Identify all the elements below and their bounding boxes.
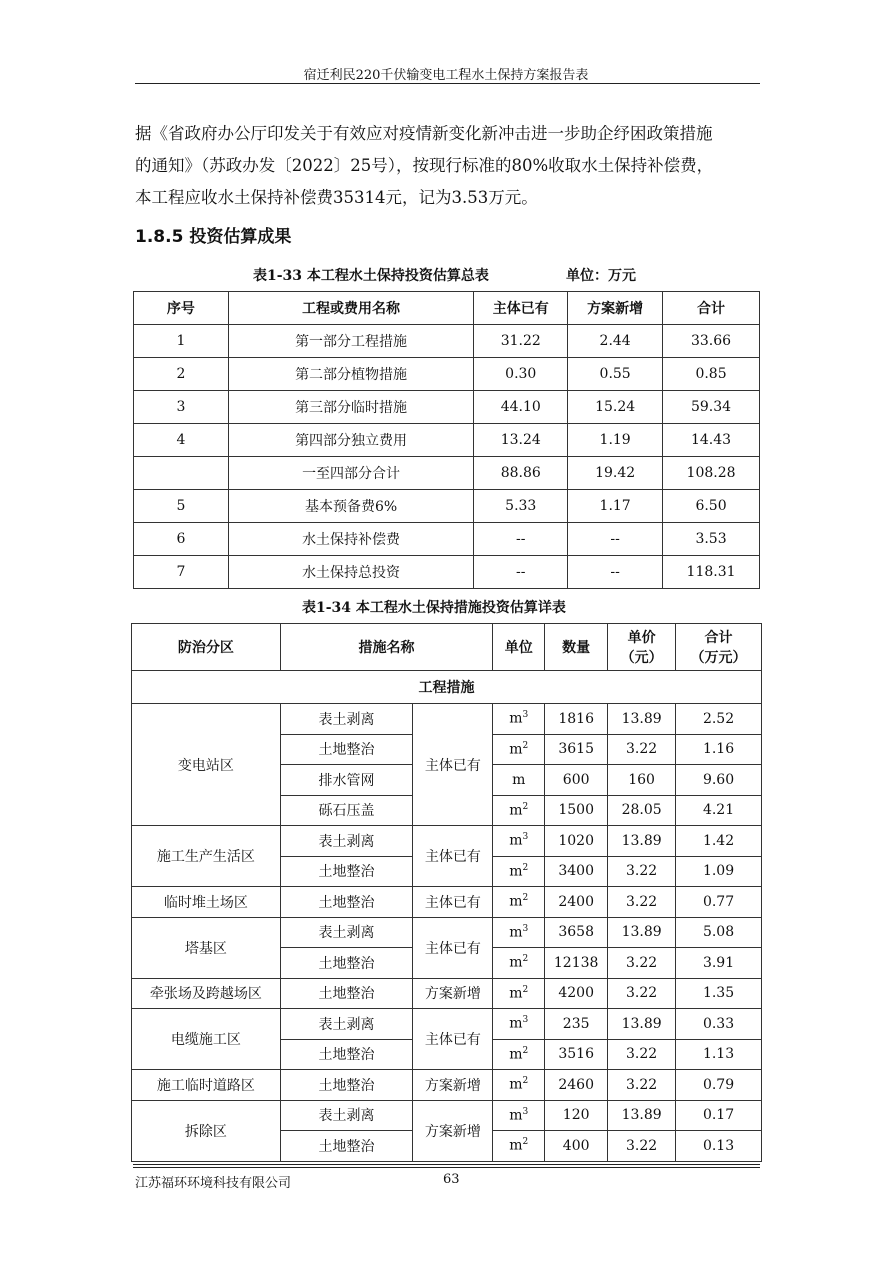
table-row: [132, 704, 762, 735]
table-cell: 5.33: [474, 490, 568, 523]
table-cell: 88.86: [474, 457, 568, 490]
table-cell: --: [568, 523, 663, 556]
table-cell: 2: [134, 358, 229, 391]
quantity-cell: 235: [545, 1009, 608, 1040]
unit-text: m: [509, 894, 523, 911]
table2-caption: 表1-34 本工程水土保持措施投资估算详表: [302, 600, 566, 616]
table-cell: 4: [134, 424, 229, 457]
total-cell: 1.35: [676, 978, 762, 1009]
measure-name-cell: 砾石压盖: [280, 795, 413, 826]
zone-cell: 变电站区: [132, 704, 281, 826]
zone-cell: 牵张场及跨越场区: [132, 978, 281, 1009]
table-cell: [134, 457, 229, 490]
table-cell: 59.34: [663, 391, 760, 424]
total-cell: 4.21: [676, 795, 762, 826]
unit-text: m: [509, 711, 523, 728]
header-line: 单价: [627, 630, 656, 646]
table-cell: 0.55: [568, 358, 663, 391]
table-cell: 水土保持总投资: [228, 556, 474, 589]
zone-cell: 施工生产生活区: [132, 826, 281, 887]
quantity-cell: 400: [545, 1131, 608, 1162]
table-cell: 0.85: [663, 358, 760, 391]
table-cell: --: [474, 523, 568, 556]
unit-exponent: 2: [522, 1076, 529, 1087]
table-cell: 第一部分工程措施: [228, 325, 474, 358]
table-cell: 基本预备费6%: [228, 490, 474, 523]
total-cell: 0.77: [676, 887, 762, 918]
table-cell: 3.53: [663, 523, 760, 556]
paragraph-line: 据《省政府办公厅印发关于有效应对疫情新变化新冲击进一步助企纾困政策措施: [135, 124, 713, 143]
unit-text: m: [509, 924, 523, 941]
measure-name-cell: 表土剥离: [280, 1100, 413, 1131]
unit-price-cell: 3.22: [608, 1039, 676, 1070]
table-row: [132, 978, 762, 1009]
table-row: [132, 887, 762, 918]
measure-name-cell: 土地整治: [280, 1131, 413, 1162]
unit-price-cell: 3.22: [608, 948, 676, 979]
table-cell: 1.17: [568, 490, 663, 523]
section-row: 工程措施: [132, 671, 762, 704]
source-cell: 方案新增: [413, 1070, 493, 1101]
unit-text: m: [509, 1107, 523, 1124]
quantity-cell: 4200: [545, 978, 608, 1009]
table-row: [134, 490, 760, 523]
unit-text: m: [509, 955, 523, 972]
table-row: [134, 391, 760, 424]
paragraph-line: 的通知》（苏政办发〔2022〕25号），按现行标准的80%收取水土保持补偿费，: [135, 156, 714, 175]
header-cell: 单位: [493, 624, 545, 671]
unit-cell: [493, 826, 545, 857]
body-paragraph: [135, 118, 760, 214]
unit-cell: [493, 948, 545, 979]
measure-name-cell: 表土剥离: [280, 704, 413, 735]
zone-cell: 塔基区: [132, 917, 281, 978]
table-cell: 3: [134, 391, 229, 424]
quantity-cell: 1816: [545, 704, 608, 735]
footer-rule: [133, 1164, 760, 1165]
unit-cell: [493, 765, 545, 796]
unit-text: m: [509, 985, 523, 1002]
zone-cell: 电缆施工区: [132, 1009, 281, 1070]
measure-name-cell: 土地整治: [280, 1039, 413, 1070]
table-row: [132, 826, 762, 857]
unit-text: m: [509, 1016, 523, 1033]
unit-cell: [493, 917, 545, 948]
table-row: [132, 917, 762, 948]
header-cell: [608, 624, 676, 671]
quantity-cell: 1500: [545, 795, 608, 826]
table-cell: --: [474, 556, 568, 589]
table-row: [134, 358, 760, 391]
table-row: [134, 325, 760, 358]
total-cell: 3.91: [676, 948, 762, 979]
measure-name-cell: 土地整治: [280, 978, 413, 1009]
table-row: [134, 523, 760, 556]
unit-price-cell: 3.22: [608, 856, 676, 887]
measure-name-cell: 排水管网: [280, 765, 413, 796]
unit-price-cell: 3.22: [608, 1131, 676, 1162]
table-cell: 6.50: [663, 490, 760, 523]
investment-summary-table: [133, 291, 760, 589]
header-line: （元）: [620, 650, 663, 666]
unit-exponent: 2: [522, 893, 529, 904]
quantity-cell: 12138: [545, 948, 608, 979]
header-cell: 工程或费用名称: [228, 292, 474, 325]
unit-exponent: 2: [522, 954, 529, 965]
unit-exponent: 2: [522, 1045, 529, 1056]
table-cell: 0.30: [474, 358, 568, 391]
footer-company: 江苏福环环境科技有限公司: [135, 1176, 292, 1191]
table-cell: 13.24: [474, 424, 568, 457]
table-row: [132, 1100, 762, 1131]
table-cell: 15.24: [568, 391, 663, 424]
paragraph-line: 本工程应收水土保持补偿费35314元，记为3.53万元。: [135, 188, 538, 207]
unit-exponent: 2: [522, 801, 529, 812]
table-cell: 14.43: [663, 424, 760, 457]
table-cell: 6: [134, 523, 229, 556]
quantity-cell: 120: [545, 1100, 608, 1131]
unit-exponent: 3: [522, 1106, 529, 1117]
table-cell: 118.31: [663, 556, 760, 589]
table1-caption: 表1-33 本工程水土保持投资估算总表: [253, 268, 489, 284]
unit-exponent: 2: [522, 984, 529, 995]
zone-cell: 施工临时道路区: [132, 1070, 281, 1101]
page-number: 63: [443, 1172, 460, 1187]
unit-cell: [493, 1131, 545, 1162]
measure-name-cell: 表土剥离: [280, 1009, 413, 1040]
unit-exponent: 3: [522, 923, 529, 934]
quantity-cell: 2400: [545, 887, 608, 918]
unit-text: m: [509, 1046, 523, 1063]
header-cell: 合计: [663, 292, 760, 325]
header-cell: 措施名称: [280, 624, 493, 671]
unit-exponent: 2: [522, 1137, 529, 1148]
unit-exponent: 2: [522, 740, 529, 751]
table-cell: 44.10: [474, 391, 568, 424]
quantity-cell: 2460: [545, 1070, 608, 1101]
table-cell: 19.42: [568, 457, 663, 490]
total-cell: 5.08: [676, 917, 762, 948]
table-cell: 2.44: [568, 325, 663, 358]
unit-price-cell: 13.89: [608, 1009, 676, 1040]
quantity-cell: 3615: [545, 734, 608, 765]
unit-cell: [493, 704, 545, 735]
measures-detail-table: [131, 623, 762, 1162]
unit-text: m: [509, 1077, 523, 1094]
unit-text: m: [509, 741, 523, 758]
total-cell: 1.13: [676, 1039, 762, 1070]
quantity-cell: 1020: [545, 826, 608, 857]
section-title: 1.8.5 投资估算成果: [135, 227, 292, 247]
quantity-cell: 3658: [545, 917, 608, 948]
table-cell: 108.28: [663, 457, 760, 490]
total-cell: 0.17: [676, 1100, 762, 1131]
table-row: [132, 1009, 762, 1040]
total-cell: 1.09: [676, 856, 762, 887]
unit-exponent: 2: [522, 862, 529, 873]
measure-name-cell: 土地整治: [280, 948, 413, 979]
source-cell: 方案新增: [413, 1100, 493, 1161]
table2-body: [132, 704, 762, 1162]
table-cell: 水土保持补偿费: [228, 523, 474, 556]
zone-cell: 临时堆土场区: [132, 887, 281, 918]
unit-cell: [493, 1070, 545, 1101]
table-cell: 7: [134, 556, 229, 589]
table-cell: 第四部分独立费用: [228, 424, 474, 457]
measure-name-cell: 土地整治: [280, 856, 413, 887]
unit-text: m: [509, 863, 523, 880]
table1-unit: 单位：万元: [566, 268, 636, 284]
unit-exponent: 3: [522, 832, 529, 843]
unit-text: m: [512, 771, 526, 788]
source-cell: 主体已有: [413, 704, 493, 826]
table-cell: 第二部分植物措施: [228, 358, 474, 391]
page-header: 宿迁利民220千伏输变电工程水土保持方案报告表: [303, 68, 589, 83]
unit-cell: [493, 795, 545, 826]
total-cell: 2.52: [676, 704, 762, 735]
unit-price-cell: 160: [608, 765, 676, 796]
unit-cell: [493, 734, 545, 765]
header-cell: 防治分区: [132, 624, 281, 671]
unit-price-cell: 13.89: [608, 704, 676, 735]
measure-name-cell: 表土剥离: [280, 826, 413, 857]
table-cell: 1: [134, 325, 229, 358]
unit-exponent: 3: [522, 1015, 529, 1026]
unit-price-cell: 3.22: [608, 734, 676, 765]
table-row: [134, 457, 760, 490]
measure-name-cell: 表土剥离: [280, 917, 413, 948]
total-cell: 9.60: [676, 765, 762, 796]
total-cell: 1.42: [676, 826, 762, 857]
table-row: [134, 556, 760, 589]
total-cell: 0.79: [676, 1070, 762, 1101]
total-cell: 1.16: [676, 734, 762, 765]
unit-price-cell: 3.22: [608, 887, 676, 918]
unit-price-cell: 28.05: [608, 795, 676, 826]
unit-cell: [493, 1100, 545, 1131]
header-rule: [135, 83, 760, 84]
unit-price-cell: 13.89: [608, 826, 676, 857]
unit-cell: [493, 1009, 545, 1040]
source-cell: 主体已有: [413, 917, 493, 978]
table-cell: 第三部分临时措施: [228, 391, 474, 424]
unit-cell: [493, 856, 545, 887]
table-cell: 一至四部分合计: [228, 457, 474, 490]
table-cell: 1.19: [568, 424, 663, 457]
header-line: （万元）: [690, 650, 747, 666]
unit-price-cell: 13.89: [608, 917, 676, 948]
table-cell: 5: [134, 490, 229, 523]
unit-price-cell: 13.89: [608, 1100, 676, 1131]
quantity-cell: 3400: [545, 856, 608, 887]
unit-text: m: [509, 833, 523, 850]
table-cell: 31.22: [474, 325, 568, 358]
unit-cell: [493, 978, 545, 1009]
header-cell: [676, 624, 762, 671]
total-cell: 0.33: [676, 1009, 762, 1040]
quantity-cell: 600: [545, 765, 608, 796]
header-cell: 主体已有: [474, 292, 568, 325]
footer-rule-thin: [133, 1167, 760, 1168]
source-cell: 方案新增: [413, 978, 493, 1009]
quantity-cell: 3516: [545, 1039, 608, 1070]
measure-name-cell: 土地整治: [280, 887, 413, 918]
header-cell: 方案新增: [568, 292, 663, 325]
unit-text: m: [509, 802, 523, 819]
unit-price-cell: 3.22: [608, 1070, 676, 1101]
table1-body: [134, 325, 760, 589]
unit-price-cell: 3.22: [608, 978, 676, 1009]
table-row: [132, 1070, 762, 1101]
source-cell: 主体已有: [413, 1009, 493, 1070]
source-cell: 主体已有: [413, 887, 493, 918]
unit-exponent: 3: [522, 710, 529, 721]
header-cell: 序号: [134, 292, 229, 325]
unit-cell: [493, 887, 545, 918]
header-line: 合计: [704, 630, 733, 646]
table-cell: 33.66: [663, 325, 760, 358]
zone-cell: 拆除区: [132, 1100, 281, 1161]
header-cell: 数量: [545, 624, 608, 671]
table-cell: --: [568, 556, 663, 589]
table-row: [134, 424, 760, 457]
measure-name-cell: 土地整治: [280, 734, 413, 765]
total-cell: 0.13: [676, 1131, 762, 1162]
source-cell: 主体已有: [413, 826, 493, 887]
unit-text: m: [509, 1138, 523, 1155]
unit-cell: [493, 1039, 545, 1070]
measure-name-cell: 土地整治: [280, 1070, 413, 1101]
